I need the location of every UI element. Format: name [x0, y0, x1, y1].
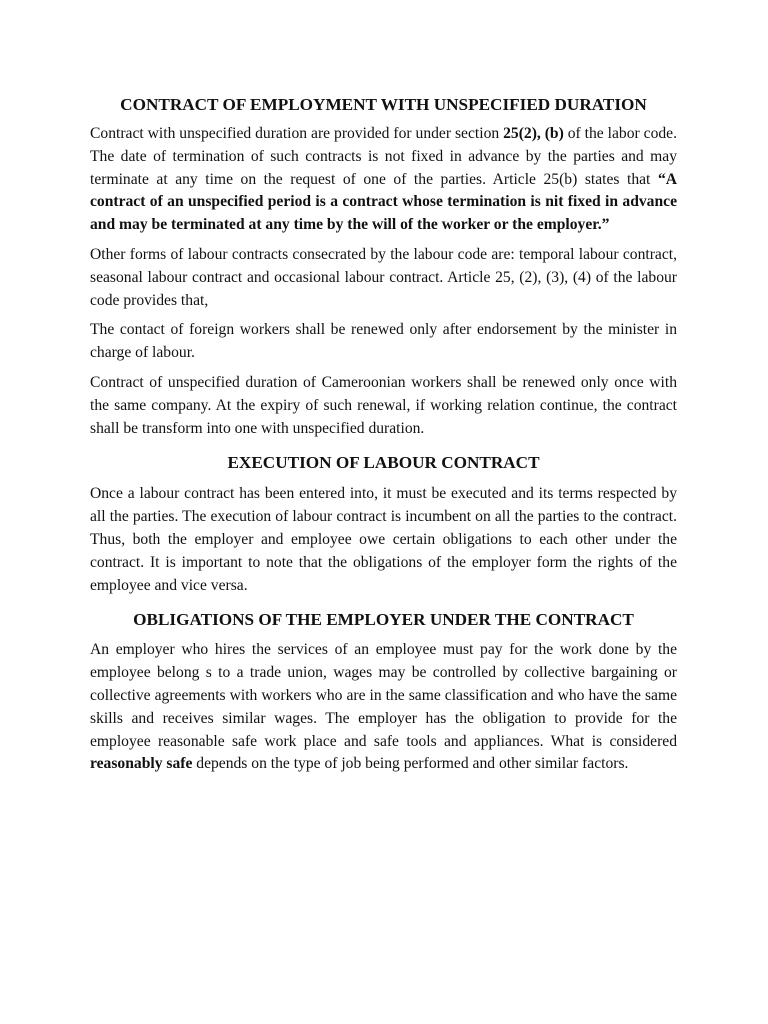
- paragraph-text: An employer who hires the services of an employee must pay for the work done by the employee belong s to a trade union, wages may be controlled by collective bargaining or collective agreements with workers who are in the same classification and who have the same skills and receives similar wages. The employer has the obligation to provide for the employee reasonable safe work place and safe tools and appliances. What is considered: [90, 641, 677, 750]
- paragraph-text: of the labor code. The date of termination of such contracts is not fixed in advance by the parties and may terminate at any time on the request of one of the parties. Article 25(b) states that: [90, 125, 677, 188]
- paragraph-text: Contract with unspecified duration are provided for under section: [90, 125, 504, 142]
- emphasis-reasonably-safe: reasonably safe: [90, 755, 193, 773]
- paragraph-foreign-workers: The contact of foreign workers shall be renewed only after endorsement by the minister in charge of labour.: [90, 321, 677, 362]
- section-reference: 25(2), (b): [503, 125, 564, 142]
- heading-contract-unspecified-duration: CONTRACT OF EMPLOYMENT WITH UNSPECIFIED DURATION: [120, 95, 647, 114]
- paragraph-text: depends on the type of job being performed and other similar factors.: [192, 755, 629, 773]
- heading-execution-labour-contract: EXECUTION OF LABOUR CONTRACT: [227, 453, 540, 473]
- paragraph-execution: Once a labour contract has been entered into, it must be executed and its terms respected by all the parties. The execution of labour contract is incumbent on all the parties to the contract. Thus, both the employer and employee owe certain obligations to each other under the contract. It is important to note that the obligations of the employer form the rights of the employee and vice versa.: [90, 485, 677, 594]
- document-page: [90, 92, 677, 776]
- paragraph-cameroonian-workers: Contract of unspecified duration of Cameroonian workers shall be renewed only once with the same company. At the expiry of such renewal, if working relation continue, the contract shall be transform into one with unspecified duration.: [90, 373, 677, 437]
- heading-employer-obligations: OBLIGATIONS OF THE EMPLOYER UNDER THE CONTRACT: [133, 610, 634, 630]
- paragraph-unspecified-duration: [90, 123, 677, 237]
- paragraph-other-forms: Other forms of labour contracts consecrated by the labour code are: temporal labour contract, seasonal labour contract and occasional labour contract. Article 25, (2), (3), (4) of the labour code provides that,: [90, 245, 677, 309]
- article-quote: “A contract of an unspecified period is a contract whose termination is nit fixed in advance and may be terminated at any time by the will of the worker or the employer.”: [90, 170, 677, 234]
- paragraph-employer-obligations: [90, 639, 677, 776]
